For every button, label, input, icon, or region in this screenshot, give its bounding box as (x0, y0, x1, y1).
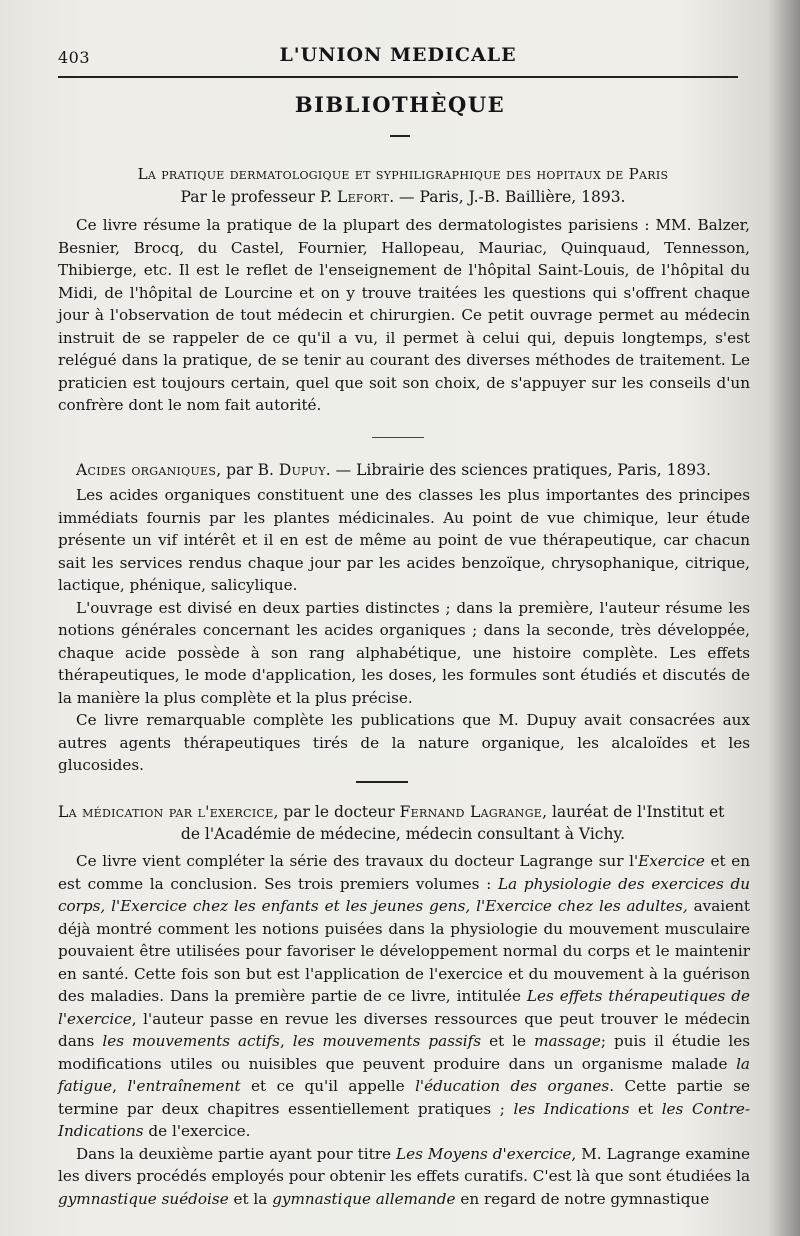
entry-2-title (76, 460, 766, 481)
entry-2-paragraph-3: Ce livre remarquable complète les publications que M. Dupuy avait consacrées aux autres agents thérapeutiques tirés de la nature organique, les alcaloïdes et les glucosides. (58, 711, 750, 774)
header-rule (58, 76, 738, 78)
entry-3-title-end: , lauréat de l'Institut et (542, 803, 725, 821)
entry-2-book-title: Acides organiques (76, 461, 217, 479)
entry-3-author: Fernand Lagrange (399, 803, 543, 821)
entry-3-title (58, 802, 748, 845)
running-head (58, 44, 738, 70)
entry-separator-1 (372, 437, 424, 438)
entry-2-author: Dupuy (278, 461, 326, 479)
entry-2-paragraph-1: Les acides organiques constituent une des classes les plus importantes des principes immédiats fournis par les plantes médicinales. Au point de vue chimique, leur étude présente un vif intérêt et il en est de même au point de vue thérapeutique, car chacun sait les services rendus chaque jour par les acides benzoïque, chrysophanique, citrique, lactique, phénique, salicylique. (58, 486, 750, 594)
entry-3-title-line-1 (58, 802, 748, 823)
entry-1-paragraph: Ce livre résume la pratique de la plupart des dermatologistes parisiens : MM. Balzer, Besnier, Brocq, du Castel, Fournier, Hallopeau, Mauriac, Quinquaud, Tennesson, Thibierge, etc. Il est le reflet de l'enseignement de l'hôpital Saint-Louis, de l'hôpital du Midi, de l'hôpital de Lourcine et on y trouve traitées les questions qui s'offrent chaque jour à l'observation de tout médecin et chirurgien. Ce petit ouvrage permet au médecin instruit de se rappeler de ce qu'il a vu, il permet à celui qui, depuis longtemps, s'est relégué dans la pratique, de se tenir au courant des diverses méthodes de traitement. Le praticien est toujours certain, quel que soit son choix, de s'appuyer sur les conseils d'un confrère dont le nom fait autorité. (58, 216, 750, 414)
entry-2-review (58, 484, 750, 777)
entry-separator-2 (356, 781, 408, 783)
journal-title: L'UNION MEDICALE (279, 44, 517, 66)
entry-3-review (58, 850, 750, 1210)
entry-2-title-mid: , par B. (216, 461, 279, 479)
entry-1-byline-prefix: Par le professeur P. (180, 188, 337, 206)
entry-1-publisher: . — Paris, J.-B. Baillière, 1893. (389, 188, 626, 206)
entry-1-book-title: La pratique dermatologique et syphiligraphique des hopitaux de Paris (137, 165, 669, 183)
entry-3-book-title: La médication par l'exercice (58, 803, 274, 821)
entry-3-paragraph-1: Ce livre vient compléter la série des travaux du docteur Lagrange sur l'Exercice et en est comme la conclusion. Ses trois premiers volumes : La physiologie des exercices du corps, l'Exercice chez les enfants et les jeunes gens, l'Exercice chez les adultes, avaient déjà montré comment les notions puisées dans la physiologie du mouvement musculaire pouvaient être utilisées pour favoriser le développement normal du corps et le maintenir en santé. Cette fois son but est l'application de l'exercice et du mouvement à la guérison des maladies. Dans la première partie de ce livre, intitulée Les effets thérapeutiques de l'exercice, l'auteur passe en revue les diverses ressources que peut trouver le médecin dans les mouvements actifs, les mouvements passifs et le massage; puis il étudie les modifications utiles ou nuisibles que peuvent produire dans un organisme malade la fatigue, l'entraînement et ce qu'il appelle l'éducation des organes. Cette partie se termine par deux chapitres essentiellement pratiques ; les Indications et les Contre-Indications de l'exercice. (58, 852, 751, 1140)
entry-2-paragraph-2: L'ouvrage est divisé en deux parties distinctes ; dans la première, l'auteur résume les notions générales concernant les acides organiques ; dans la seconde, très développée, chaque acide possède à son rang alphabétique, une histoire complète. Les effets thérapeutiques, le mode d'application, les doses, les formules sont étudiés et discutés de la manière la plus complète et la plus précise. (58, 598, 750, 707)
entry-3-paragraph-2: Dans la deuxième partie ayant pour titre Les Moyens d'exercice, M. Lagrange examine les divers procédés employés pour obtenir les effets curatifs. C'est là que sont étudiées la gymnastique suédoise et la gymnastique allemande en regard de notre gymnastique (58, 1144, 750, 1208)
entry-3-title-mid: , par le docteur (273, 803, 400, 821)
entry-1-review (58, 214, 750, 417)
entry-1-author: Lefort (336, 188, 390, 206)
entry-1-title (58, 164, 748, 208)
entry-2-publisher: . — Librairie des sciences pratiques, Paris, 1893. (325, 461, 711, 479)
entry-3-title-line-2: de l'Académie de médecine, médecin consultant à Vichy. (180, 825, 626, 843)
entry-1-byline (58, 187, 748, 208)
title-dash (390, 135, 410, 137)
page-number: 403 (58, 48, 91, 67)
section-title: BIBLIOTHÈQUE (294, 92, 506, 117)
